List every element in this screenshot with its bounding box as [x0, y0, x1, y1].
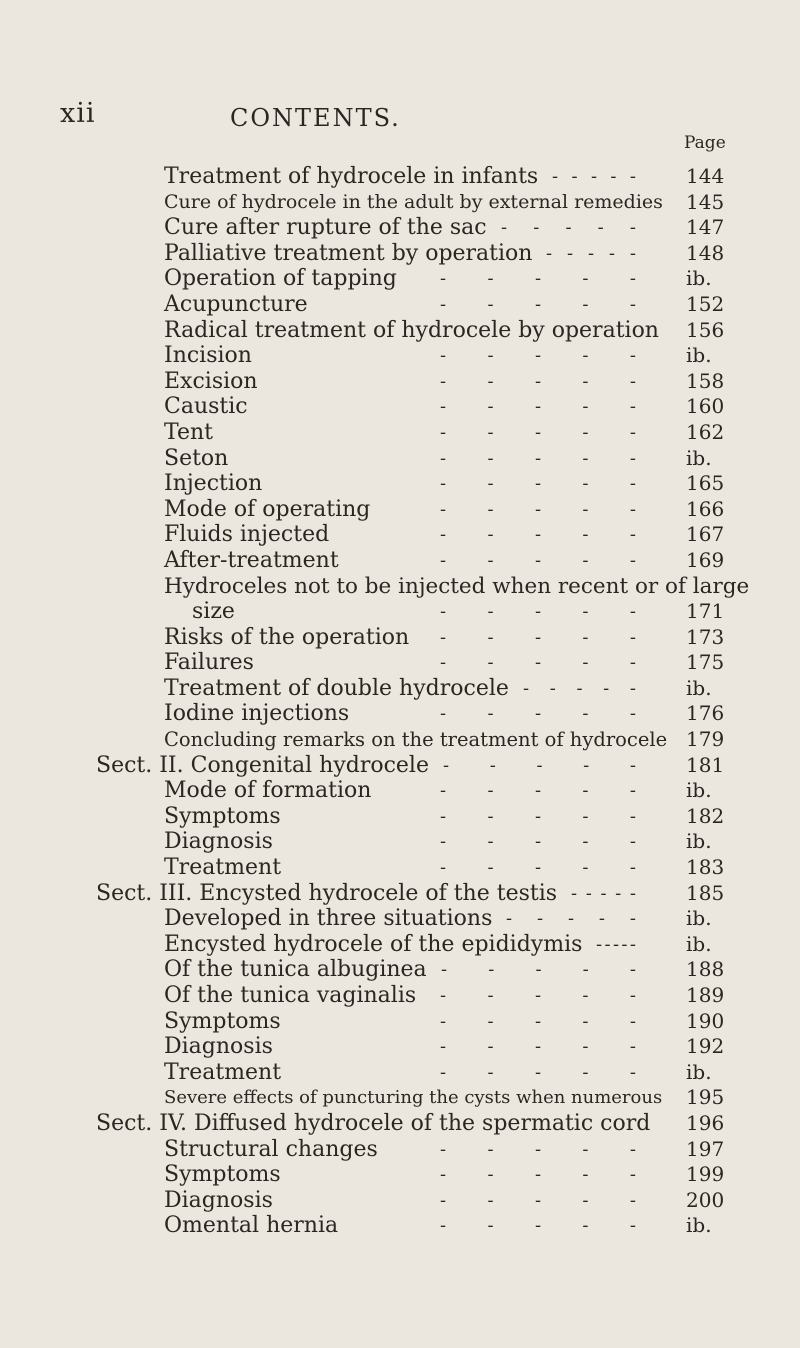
dash-leader: - - - - - — [440, 421, 636, 443]
toc-entry — [0, 1188, 800, 1214]
toc-entry — [0, 292, 800, 318]
entry-page-number: 160 — [686, 394, 725, 419]
toc-entry — [0, 957, 800, 983]
entry-title: Failures — [164, 650, 254, 676]
entry-page-number: ib. — [686, 266, 712, 291]
entry-page-number: 171 — [686, 599, 725, 624]
entry-page-number: ib. — [686, 829, 712, 854]
toc-entry — [0, 343, 800, 369]
entry-title: Concluding remarks on the treatment of hydrocele — [164, 728, 668, 752]
entry-page-number: 156 — [686, 317, 725, 342]
page-column-label: Page — [684, 133, 726, 153]
entry-page-number: 165 — [686, 471, 725, 496]
entry-title: Treatment — [164, 855, 282, 881]
entry-page-number: 188 — [686, 957, 725, 982]
toc-entry — [0, 522, 800, 548]
entry-page-number: 199 — [686, 1162, 725, 1187]
toc-entry — [0, 727, 800, 753]
toc-entry — [0, 932, 800, 958]
dash-leader: - - - - - — [440, 524, 636, 546]
entry-title: Omental hernia — [164, 1213, 339, 1239]
toc-entry — [0, 471, 800, 497]
entry-page-number: 167 — [686, 522, 725, 547]
entry-title: Of the tunica vaginalis — [164, 983, 417, 1008]
dash-leader: - - - - - — [441, 959, 636, 981]
entry-title: After-treatment — [164, 547, 339, 573]
entry-title: Cure of hydrocele in the adult by external remedies — [164, 190, 663, 213]
toc-entry — [0, 650, 800, 676]
entry-title: Mode of formation — [164, 778, 372, 804]
dash-leader: - - - - - — [440, 1189, 636, 1211]
toc-entry — [0, 1162, 800, 1188]
entry-page-number: 182 — [686, 803, 725, 828]
entry-page-number: ib. — [686, 1213, 712, 1238]
dash-leader: - - - - - — [440, 447, 636, 469]
entry-title: Symptoms — [164, 1162, 281, 1188]
entry-title: Caustic — [164, 394, 248, 420]
toc-entry — [0, 164, 800, 190]
entry-title: Risks of the operation — [164, 624, 410, 650]
entry-page-number: 200 — [686, 1187, 725, 1212]
toc-entry — [0, 1009, 800, 1035]
entry-title: Sect. II. Congenital hydrocele — [96, 752, 429, 778]
dash-leader: - - - - - — [443, 754, 636, 776]
entry-title: Treatment of hydrocele in infants — [164, 164, 539, 189]
dash-leader: - - - - - — [596, 933, 636, 955]
entry-title: Operation of tapping — [164, 266, 397, 292]
entry-page-number: 179 — [686, 727, 725, 752]
entry-page-number: 162 — [686, 419, 725, 444]
dash-leader: - - - - - — [571, 882, 636, 904]
dash-leader: - - - - - — [440, 831, 636, 853]
toc-entry — [0, 190, 800, 216]
entry-page-number: 144 — [686, 164, 725, 188]
entry-page-number: ib. — [686, 931, 712, 956]
toc-entry — [0, 446, 800, 472]
dash-leader: - - - - - — [440, 1164, 636, 1186]
dash-leader: - - - - - — [440, 1036, 636, 1058]
entry-page-number: 158 — [686, 368, 725, 393]
entry-title: Developed in three situations — [164, 906, 493, 932]
entry-title: Tent — [164, 419, 213, 445]
entry-title: Seton — [164, 445, 229, 471]
entry-page-number: 197 — [686, 1136, 725, 1161]
entry-title: Symptoms — [164, 1008, 281, 1034]
entry-page-number: 189 — [686, 983, 725, 1007]
entry-title: Diagnosis — [164, 829, 273, 855]
entry-title: Iodine injections — [164, 701, 350, 727]
toc-entry — [0, 829, 800, 855]
toc-entry — [0, 318, 800, 344]
toc-entry — [0, 420, 800, 446]
dash-leader: - - - - - — [440, 780, 636, 802]
page-title: CONTENTS. — [230, 104, 401, 132]
entry-page-number: 145 — [686, 189, 725, 214]
entry-title: Incision — [164, 343, 252, 369]
section-heading-entry — [0, 1111, 800, 1137]
dash-leader: - - - - - — [523, 677, 636, 699]
toc-entry — [0, 548, 800, 574]
dash-leader: - - - - - — [440, 985, 636, 1006]
entry-title: Acupuncture — [164, 291, 308, 317]
dash-leader: - - - - - — [440, 1010, 636, 1032]
toc-entry — [0, 778, 800, 804]
entry-title: Diagnosis — [164, 1034, 273, 1060]
dash-leader: - - - - - — [440, 805, 636, 827]
entry-page-number: 183 — [686, 855, 725, 880]
entry-page-number: 169 — [686, 547, 725, 572]
entry-title: Sect. III. Encysted hydrocele of the testis — [96, 880, 558, 906]
toc-entry — [0, 574, 800, 600]
toc-entry — [0, 497, 800, 523]
entry-page-number: 195 — [686, 1085, 725, 1110]
entry-title: Treatment — [164, 1059, 282, 1085]
entry-title: Injection — [164, 471, 263, 497]
dash-leader: - - - - - — [440, 703, 636, 725]
section-heading-entry — [0, 881, 800, 907]
toc-entry — [0, 701, 800, 727]
entry-page-number: ib. — [686, 343, 712, 368]
entry-title: Palliative treatment by operation — [164, 240, 533, 266]
dash-leader: - - - - - — [440, 601, 636, 623]
entry-page-number: ib. — [686, 906, 712, 931]
entry-page-number: 196 — [686, 1110, 725, 1135]
dash-leader: - - - - - — [440, 396, 636, 418]
entry-title: Sect. IV. Diffused hydrocele of the spermatic cord — [96, 1110, 651, 1136]
dash-leader: - - - - - — [440, 1061, 636, 1083]
entry-title: size — [192, 599, 235, 625]
toc-entry — [0, 804, 800, 830]
dash-leader: - - - - - — [546, 242, 636, 264]
toc-entry — [0, 1137, 800, 1163]
entry-title: Hydroceles not to be injected when recent or of large — [164, 573, 750, 599]
entry-page-number: 152 — [686, 291, 725, 316]
entry-page-number: 185 — [686, 880, 725, 905]
entry-page-number: 173 — [686, 624, 725, 649]
entry-page-number: ib. — [686, 778, 712, 803]
toc-entry — [0, 1034, 800, 1060]
entry-page-number: 147 — [686, 215, 725, 240]
entry-title: Diagnosis — [164, 1187, 273, 1213]
toc-entry — [0, 394, 800, 420]
entry-title: Radical treatment of hydrocele by operation — [164, 317, 659, 343]
dash-leader: - - - - - — [440, 652, 636, 674]
entry-page-number: ib. — [686, 445, 712, 470]
entry-title: Cure after rupture of the sac — [164, 215, 487, 241]
dash-leader: - - - - - — [440, 345, 636, 367]
entry-page-number: 175 — [686, 650, 725, 675]
toc-entry — [0, 215, 800, 241]
entry-page-number: 148 — [686, 240, 725, 265]
dash-leader: - - - - - — [440, 268, 636, 290]
dash-leader: - - - - - — [440, 1215, 636, 1237]
dash-leader: - - - - - — [440, 626, 636, 648]
table-of-contents — [0, 164, 800, 1239]
dash-leader: - - - - - — [506, 908, 636, 930]
entry-page-number: 176 — [686, 701, 725, 726]
entry-page-number: ib. — [686, 1059, 712, 1084]
dash-leader: - - - - - — [440, 1138, 636, 1160]
dash-leader: - - - - - — [440, 498, 636, 520]
toc-entry — [0, 676, 800, 702]
dash-leader: - - - - - — [440, 473, 636, 495]
toc-entry — [0, 266, 800, 292]
entry-title: Mode of operating — [164, 496, 371, 522]
toc-entry — [0, 1213, 800, 1239]
entry-title: Excision — [164, 368, 258, 394]
entry-page-number: 192 — [686, 1034, 725, 1059]
toc-entry — [0, 625, 800, 651]
entry-title: Of the tunica albuginea — [164, 957, 427, 983]
entry-page-number: 166 — [686, 496, 725, 521]
dash-leader: - - - - - — [501, 217, 636, 239]
dash-leader: - - - - - — [440, 370, 636, 392]
entry-title: Structural changes — [164, 1136, 378, 1162]
toc-entry — [0, 1085, 800, 1111]
entry-page-number: 190 — [686, 1008, 725, 1033]
page-number: xii — [60, 98, 96, 129]
dash-leader: - - - - - — [440, 857, 636, 879]
toc-entry — [0, 369, 800, 395]
entry-title: Treatment of double hydrocele — [164, 675, 509, 701]
toc-entry — [0, 599, 800, 625]
entry-title: Encysted hydrocele of the epididymis — [164, 931, 583, 957]
entry-title: Symptoms — [164, 803, 281, 829]
toc-entry — [0, 241, 800, 267]
toc-entry — [0, 1060, 800, 1086]
dash-leader: - - - - - — [440, 293, 636, 315]
entry-page-number: 181 — [686, 752, 725, 777]
dash-leader: - - - - - — [552, 166, 636, 187]
toc-entry — [0, 906, 800, 932]
entry-title: Severe effects of puncturing the cysts when numerous — [164, 1087, 663, 1109]
toc-entry — [0, 855, 800, 881]
toc-entry — [0, 983, 800, 1009]
entry-title: Fluids injected — [164, 522, 330, 548]
dash-leader: - - - - - — [440, 549, 636, 571]
section-heading-entry — [0, 753, 800, 779]
entry-page-number: ib. — [686, 675, 712, 700]
